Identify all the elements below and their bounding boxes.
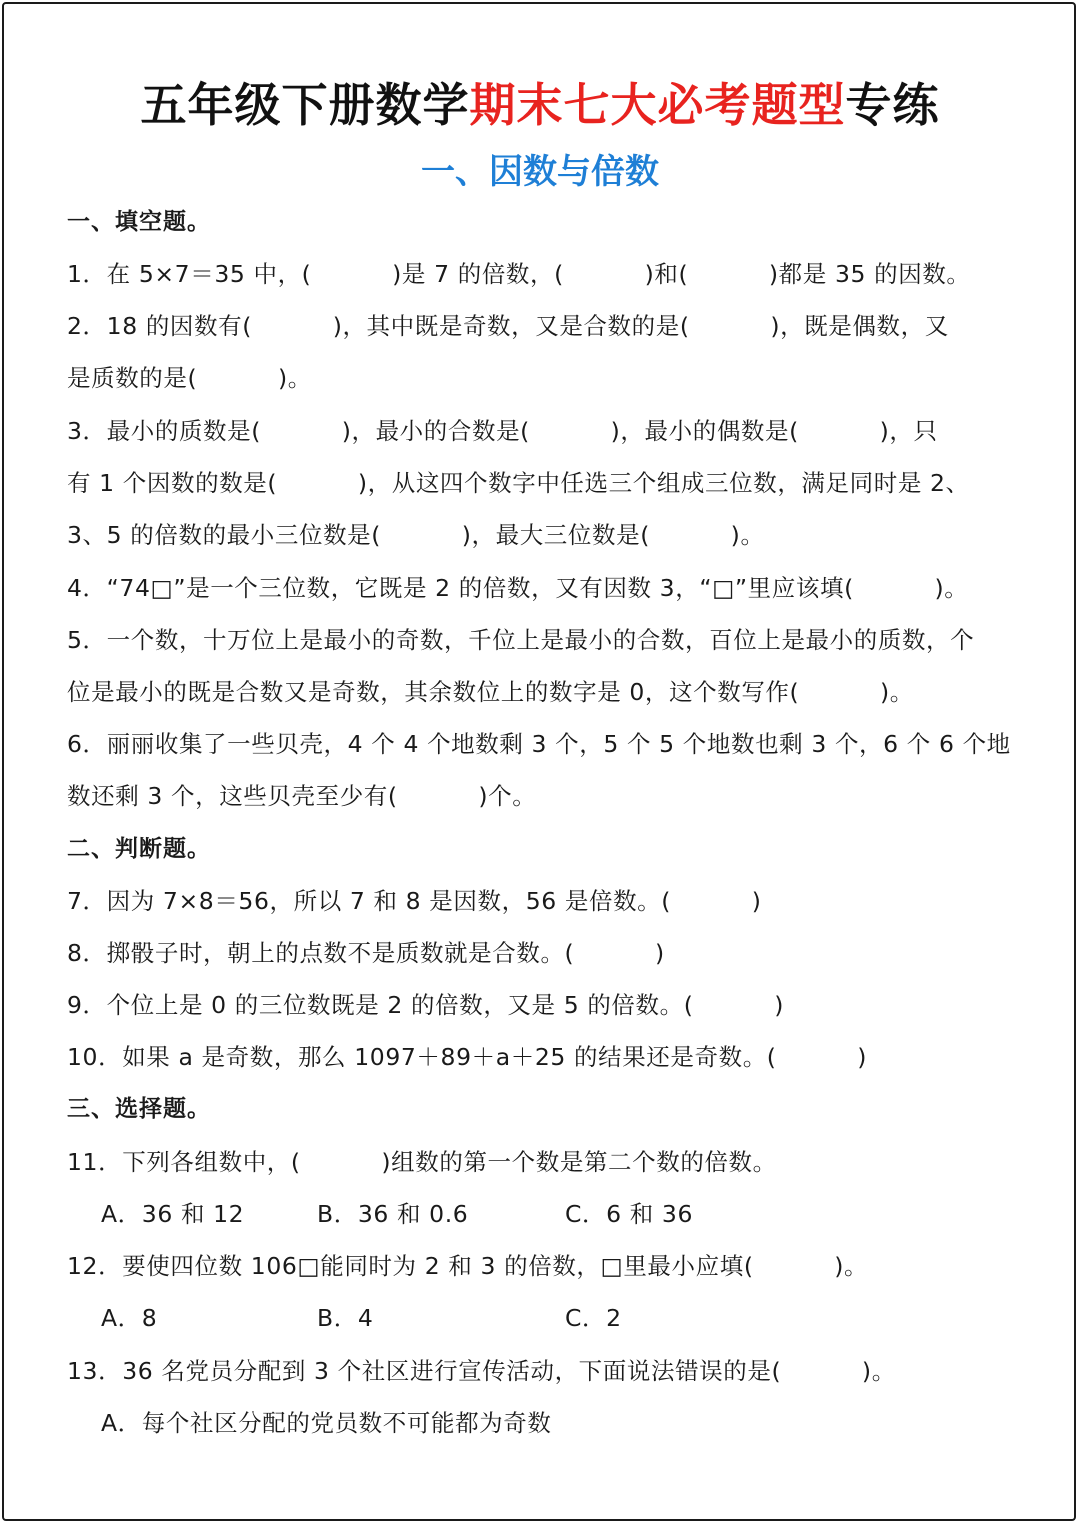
question-7: 7．因为 7×8＝56，所以 7 和 8 是因数，56 是倍数。( ) — [67, 887, 762, 915]
question-2-line-1: 2．18 的因数有( )，其中既是奇数，又是合数的是( )，既是偶数，又 — [67, 312, 949, 340]
q11-option-b: B．36 和 0.6 — [317, 1200, 469, 1228]
question-1-line-1: 1．在 5×7＝35 中，( )是 7 的倍数，( )和( )都是 35 的因数。 — [67, 260, 971, 288]
title-part-1: 五年级下册数学 — [140, 78, 470, 132]
q11-option-a: A．36 和 12 — [101, 1200, 245, 1228]
q11-option-c: C．6 和 36 — [565, 1200, 694, 1228]
question-2-line-2: 是质数的是( )。 — [67, 364, 312, 392]
question-10: 10．如果 a 是奇数，那么 1097＋89＋a＋25 的结果还是奇数。( ) — [67, 1043, 868, 1071]
question-8: 8．掷骰子时，朝上的点数不是质数就是合数。( ) — [67, 939, 665, 967]
q12-option-c: C．2 — [565, 1304, 622, 1332]
question-5-line-2: 位是最小的既是合数又是奇数，其余数位上的数字是 0，这个数写作( )。 — [67, 678, 914, 706]
q13-option-a: A．每个社区分配的党员数不可能都为奇数 — [101, 1409, 552, 1437]
page-subtitle: 一、因数与倍数 — [421, 152, 659, 192]
section-heading-fill-in: 一、填空题。 — [67, 208, 211, 235]
question-3-line-1: 3．最小的质数是( )，最小的合数是( )，最小的偶数是( )，只 — [67, 417, 938, 445]
question-6-line-2: 数还剩 3 个，这些贝壳至少有( )个。 — [67, 782, 537, 810]
question-12: 12．要使四位数 106□能同时为 2 和 3 的倍数，□里最小应填( )。 — [67, 1252, 869, 1280]
title-part-3: 专练 — [845, 78, 940, 132]
question-13: 13．36 名党员分配到 3 个社区进行宣传活动，下面说法错误的是( )。 — [67, 1357, 896, 1385]
section-heading-true-false: 二、判断题。 — [67, 835, 211, 862]
question-5-line-1: 5．一个数，十万位上是最小的奇数，千位上是最小的合数，百位上是最小的质数，个 — [67, 626, 975, 654]
title-part-2-highlight: 期末七大必考题型 — [469, 78, 846, 132]
page-title — [0, 70, 1080, 140]
question-3-line-3: 3、5 的倍数的最小三位数是( )，最大三位数是( )。 — [67, 521, 765, 549]
q12-option-a: A．8 — [101, 1304, 158, 1332]
section-heading-multiple-choice: 三、选择题。 — [67, 1095, 211, 1122]
question-3-line-2: 有 1 个因数的数是( )，从这四个数字中任选三个组成三位数，满足同时是 2、 — [67, 469, 970, 497]
q12-option-b: B．4 — [317, 1304, 374, 1332]
question-11: 11．下列各组数中，( )组数的第一个数是第二个数的倍数。 — [67, 1148, 777, 1176]
question-6-line-1: 6．丽丽收集了一些贝壳，4 个 4 个地数剩 3 个，5 个 5 个地数也剩 3 个，6 个 6 个地 — [67, 730, 1011, 758]
question-4-line-1: 4．“74□”是一个三位数，它既是 2 的倍数，又有因数 3，“□”里应该填( )。 — [67, 574, 969, 602]
question-9: 9．个位上是 0 的三位数既是 2 的倍数，又是 5 的倍数。( ) — [67, 991, 784, 1019]
